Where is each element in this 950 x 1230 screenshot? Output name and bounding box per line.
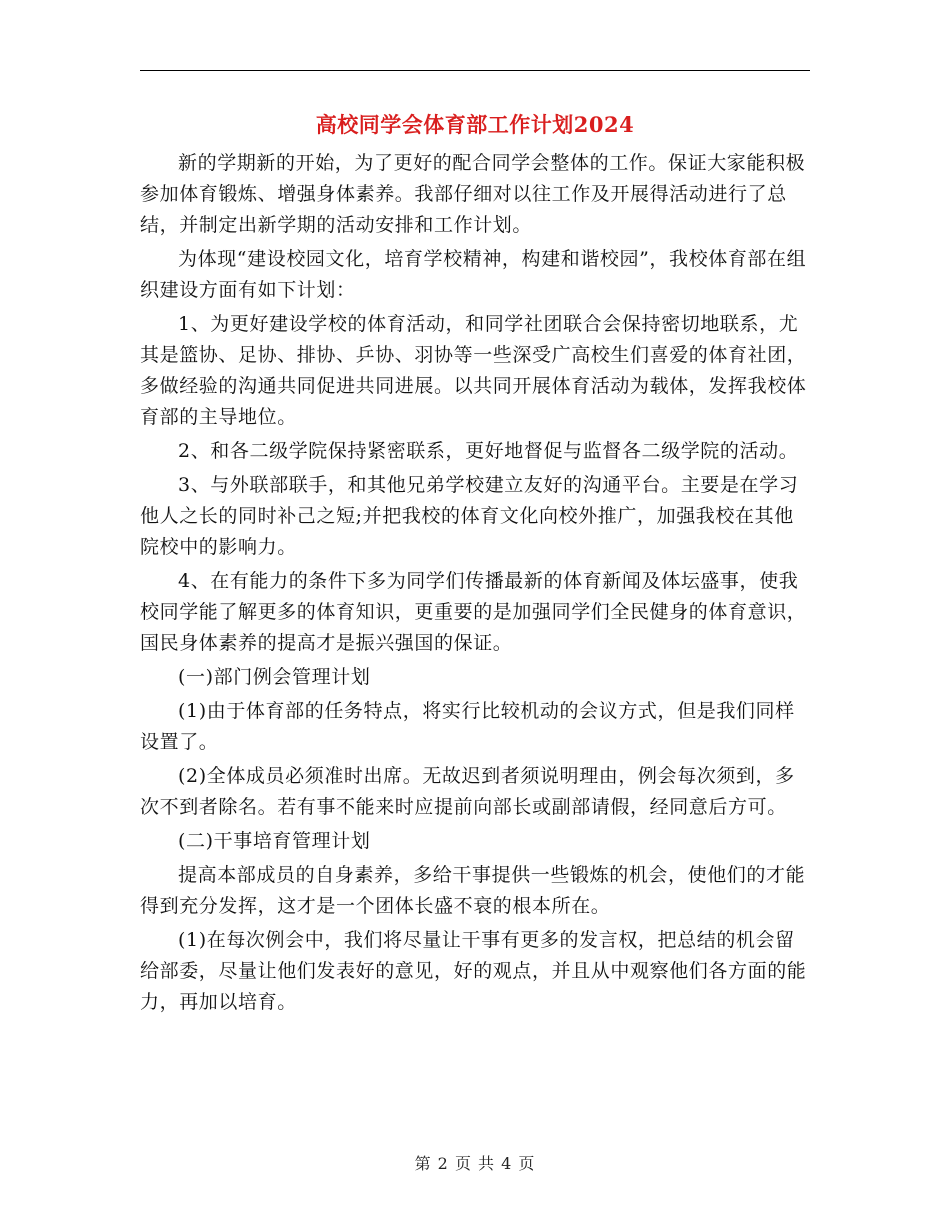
paragraph-plan-4: 4、在有能力的条件下多为同学们传播最新的体育新闻及体坛盛事，使我校同学能了解更多的体育知识，更重要的是加强同学们全民健身的体育意识，国民身体素养的提高才是振兴强国的保证。 [140,570,807,654]
paragraph-organization: 为体现“建设校园文化，培育学校精神，构建和谐校园”，我校体育部在组织建设方面有如下计划： [140,248,807,301]
paragraph-meeting-2: (2)全体成员必须准时出席。无故迟到者须说明理由，例会每次须到，多次不到者除名。若有事不能来时应提前向部长或副部请假，经同意后方可。 [140,765,795,818]
paragraph-plan-1: 1、为更好建设学校的体育活动，和同学社团联合会保持密切地联系，尤其是篮协、足协、排协、乒协、羽协等一些深受广高校生们喜爱的体育社团，多做经验的沟通共同促进共同进展。以共同开展体育活动为载体，发挥我校体育部的主导地位。 [140,313,807,428]
paragraph-intro: 新的学期新的开始，为了更好的配合同学会整体的工作。保证大家能积极参加体育锻炼、增强身体素养。我部仔细对以往工作及开展得活动进行了总结，并制定出新学期的活动安排和工作计划。 [140,152,806,236]
document-title: 高校同学会体育部工作计划2024 [315,112,635,137]
section-heading-training: (二)干事培育管理计划 [178,830,371,852]
section-heading-meeting: (一)部门例会管理计划 [178,666,371,688]
paragraph-training-1: (1)在每次例会中，我们将尽量让干事有更多的发言权，把总结的机会留给部委，尽量让他们发表好的意见，好的观点，并且从中观察他们各方面的能力，再加以培育。 [140,929,807,1013]
paragraph-plan-2: 2、和各二级学院保持紧密联系，更好地督促与监督各二级学院的活动。 [178,440,799,462]
page-footer: 第 2 页 共 4 页 [414,1154,536,1173]
document-body [140,148,810,1018]
paragraph-training-intro: 提高本部成员的自身素养，多给干事提供一些锻炼的机会，使他们的才能得到充分发挥，这才是一个团体长盛不衰的根本所在。 [140,864,806,917]
header-rule [140,70,810,71]
paragraph-meeting-1: (1)由于体育部的任务特点，将实行比较机动的会议方式，但是我们同样设置了。 [140,700,795,753]
paragraph-plan-3: 3、与外联部联手，和其他兄弟学校建立友好的沟通平台。主要是在学习他人之长的同时补己之短;并把我校的体育文化向校外推广，加强我校在其他院校中的影响力。 [140,474,799,558]
